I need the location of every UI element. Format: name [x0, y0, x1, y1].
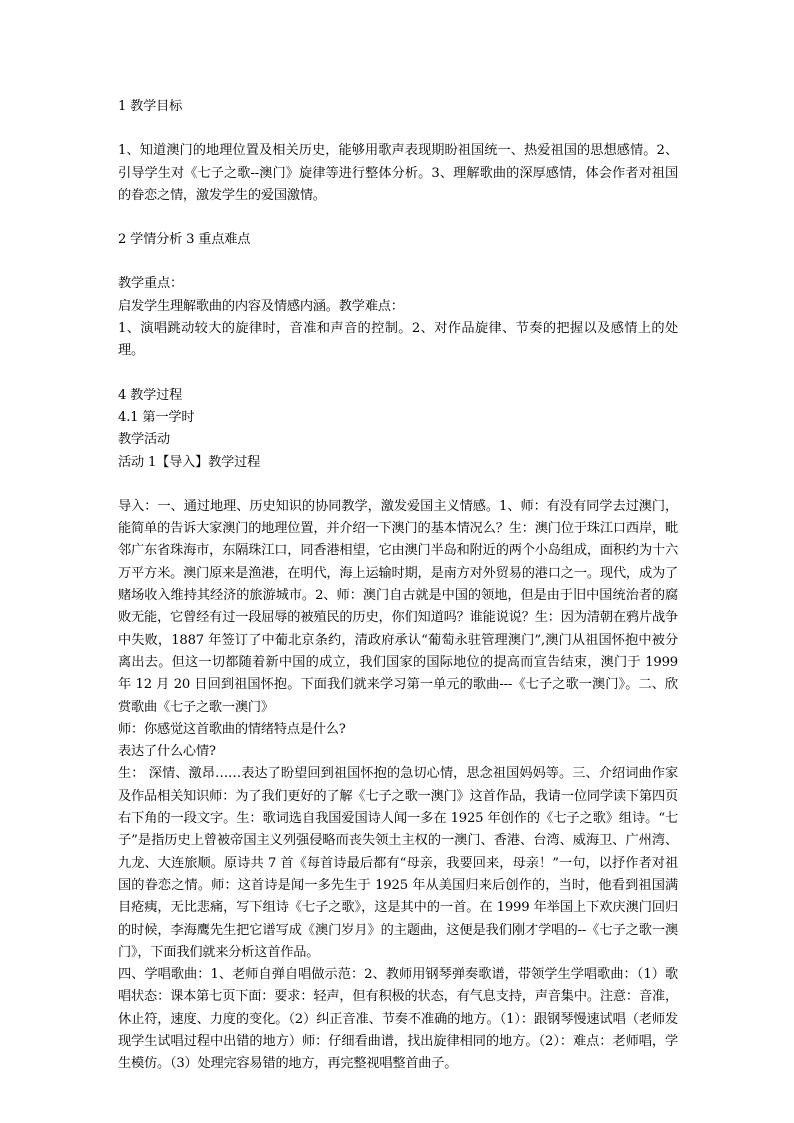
objectives-paragraph: 1、知道澳门的地理位置及相关历史，能够用歌声表现期盼祖国统一、热爱祖国的思想感情。2、引导学生对《七子之歌--澳门》旋律等进行整体分析。3、理解歌曲的深厚感情，体会作者对祖国的眷恋之情，激发学生的爱国激情。 [118, 143, 678, 203]
difficulties-paragraph: 1、演唱跳动较大的旋律时，音准和声音的控制。2、对作品旋律、节奏的把握以及感情上的处理。 [118, 321, 678, 359]
intro-paragraph: 导入：一、通过地理、历史知识的协同教学，激发爱国主义情感。1、师：有没有同学去过澳门，能简单的告诉大家澳门的地理位置，并介绍一下澳门的基本情况么？生：澳门位于珠江口西岸，毗邻广东省珠海市，东隔珠江口，同香港相望，它由澳门半岛和附近的两个小岛组成，面积约为十六万平方米。澳门原来是渔港，在明代，海上运输时期，是南方对外贸易的港口之一。现代，成为了赌场收入维持其经济的旅游城市。2、师：澳门自古就是中国的领地，但是由于旧中国统治者的腐败无能，它曾经有过一段屈辱的被殖民的历史，你们知道吗？谁能说说？生：因为清朝在鸦片战争中失败，1887 年签订了中葡北京条约，清政府承认“葡萄永驻管理澳门”,澳门从祖国怀抱中被分离出去。但这一切都随着新中国的成立，我们国家的国际地位的提高而宣告结束，澳门于 1999 年 12 月 20 日回到祖国怀抱。下面我们就来学习第一单元的歌曲---《七子之歌一澳门》。二、欣赏歌曲《七子之歌一澳门》 [118, 498, 678, 715]
section-heading-process: 4 教学过程 [118, 387, 183, 403]
section-heading-analysis: 2 学情分析 3 重点难点 [118, 232, 251, 248]
spacer [118, 363, 678, 385]
subsection-first-period: 4.1 第一学时 [118, 409, 195, 425]
student-answer-paragraph: 生： 深情、激昂……表达了盼望回到祖国怀抱的急切心情，思念祖国妈妈等。三、介绍词曲作家及作品相关知识师：为了我们更好的了解《七子之歌一澳门》这首作品，我请一位同学读下第四页右下角的一段文字。生：歌词选自我国爱国诗人闻一多在 1925 年创作的《七子之歌》组诗。“七子”是指历史上曾被帝国主义列强侵略而丧失领土主权的一澳门、香港、台湾、威海卫、广州湾、九龙、大连旅顺。原诗共 7 首《每首诗最后都有“母亲，我要回来，母亲！”一句，以抒作者对祖国的眷恋之情。师：这首诗是闻一多先生于 1925 年从美国归来后创作的，当时，他看到祖国满目疮痍，无比悲痛，写下组诗《七子之歌》，这是其中的一首。在 1999 年举国上下欢庆澳门回归的时候，李海鹰先生把它谱写成《澳门岁月》的主题曲，这便是我们刚才学唱的--《七子之歌一澳门》，下面我们就来分析这首作品。 [118, 766, 678, 960]
teacher-question-2: 表达了什么心情? [118, 744, 216, 760]
spacer [118, 251, 678, 273]
singing-paragraph: 四、学唱歌曲：1、老师自弹自唱做示范：2、教师用钢琴弹奏歌谱，带领学生学唱歌曲：（1）歌唱状态：课本第七页下面：要求：轻声，但有积极的状态，有气息支持，声音集中。注意：音准，休止符，速度、力度的变化。（2）纠正音准、节奏不准确的地方。（1）：跟钢琴慢速试唱（老师发现学生试唱过程中出错的地方）师：仔细看曲谱，找出旋律相同的地方。（2）：难点：老师唱，学生模仿。（3）处理完容易错的地方，再完整视唱整首曲子。 [118, 967, 678, 1072]
spacer [118, 118, 678, 140]
spacer [118, 474, 678, 496]
spacer [118, 207, 678, 229]
activity-label: 教学活动 [118, 432, 170, 448]
activity-1-heading: 活动 1【导入】教学过程 [118, 454, 261, 470]
key-points-label: 教学重点： [118, 276, 183, 292]
section-heading-objectives: 1 教学目标 [118, 99, 183, 114]
teacher-question-1: 师：你感觉这首歌曲的情绪特点是什么? [118, 721, 346, 737]
document-body [118, 96, 678, 1076]
key-points-paragraph: 启发学生理解歌曲的内容及情感内涵。教学难点： [118, 298, 404, 314]
